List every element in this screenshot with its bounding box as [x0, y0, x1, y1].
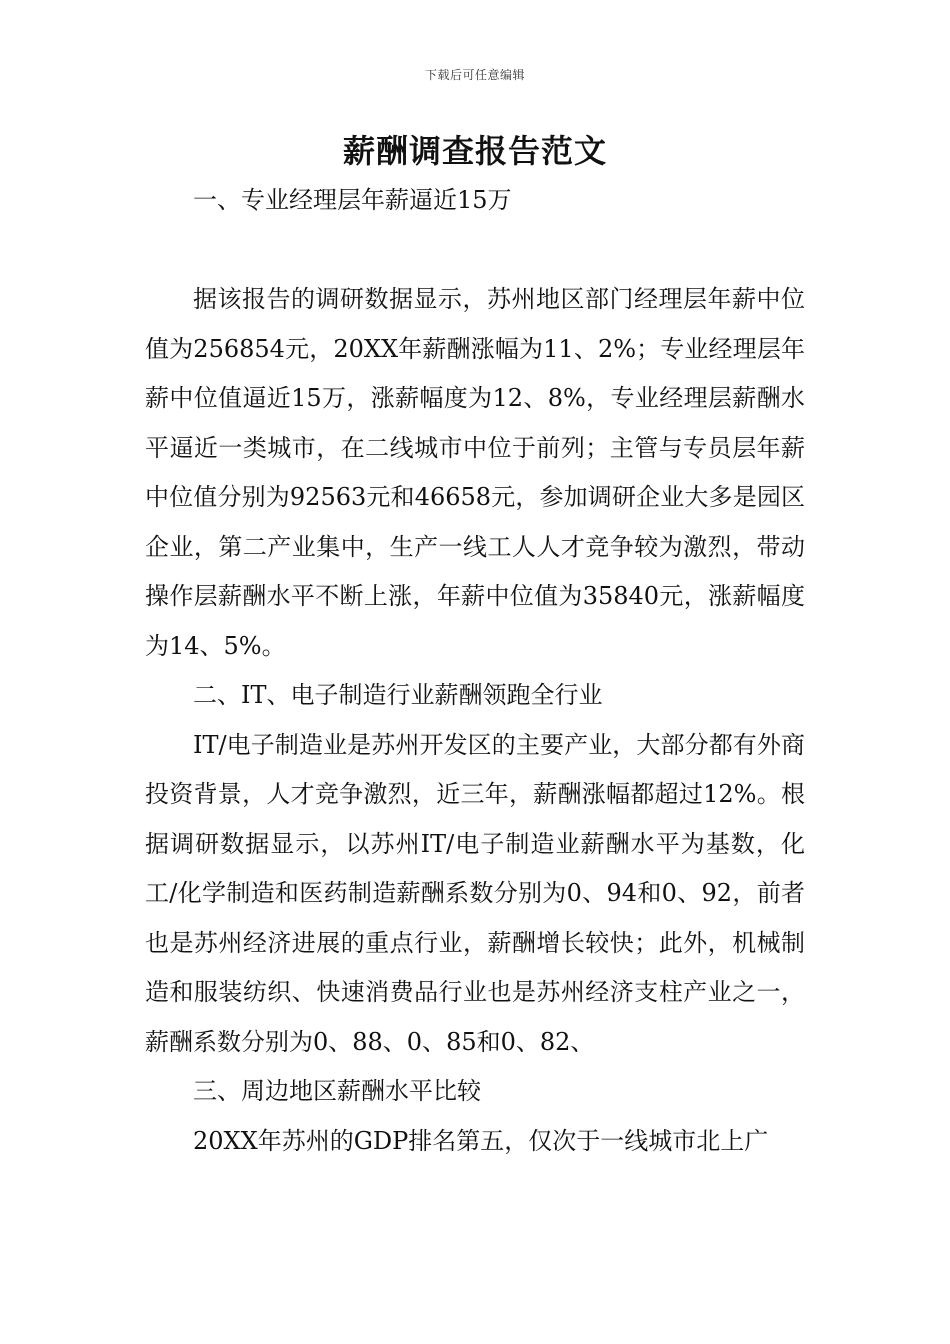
document-title: 薪酬调查报告范文 — [342, 132, 607, 170]
section-1-paragraph: 据该报告的调研数据显示，苏州地区部门经理层年薪中位值为256854元，20XX年薪酬涨幅为11、2%；专业经理层年薪中位值逼近15万，涨薪幅度为12、8%，专业经理层薪酬水平逼近一类城市，在二线城市中位于前列；主管与专员层年薪中位值分别为92563元和46658元，参加调研企业大多是园区企业，第二产业集中，生产一线工人人才竞争较为激烈，带动操作层薪酬水平不断上涨，年薪中位值为35840元，涨薪幅度为14、5%。 — [145, 285, 805, 660]
section-3-heading: 三、周边地区薪酬水平比较 — [193, 1077, 481, 1105]
section-3-paragraph: 20XX年苏州的GDP排名第五，仅次于一线城市北上广 — [193, 1126, 769, 1155]
section-2-paragraph: IT/电子制造业是苏州开发区的主要产业，大部分都有外商投资背景，人才竞争激烈，近三年，薪酬涨幅都超过12%。根据调研数据显示，以苏州IT/电子制造业薪酬水平为基数，化工/化学制造和医药制造薪酬系数分别为0、94和0、92，前者也是苏州经济进展的重点行业，薪酬增长较快；此外，机械制造和服装纺织、快速消费品行业也是苏州经济支柱产业之一，薪酬系数分别为0、88、0、85和0、82、 — [145, 730, 805, 1056]
header-note: 下载后可任意编辑 — [424, 68, 525, 82]
document-body — [145, 176, 805, 1166]
section-1-heading: 一、专业经理层年薪逼近15万 — [193, 186, 512, 214]
section-2-heading: 二、IT、电子制造行业薪酬领跑全行业 — [193, 681, 603, 709]
